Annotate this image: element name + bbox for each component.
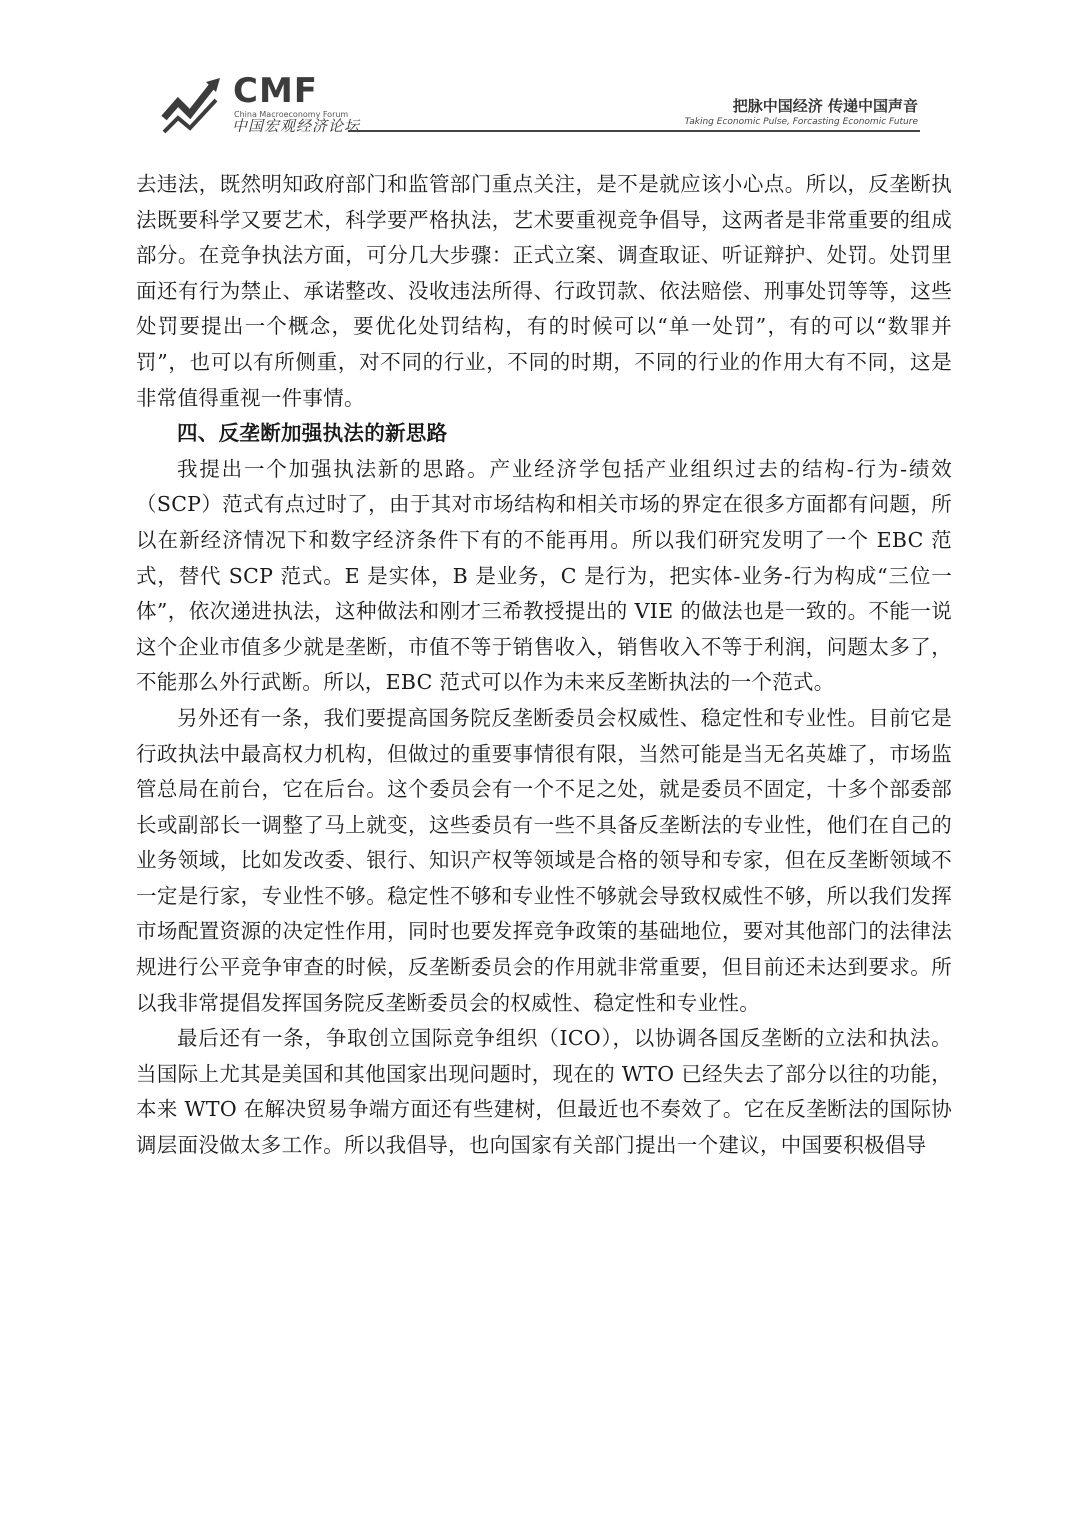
page-header [0, 0, 1080, 150]
logo-text: CMF [233, 71, 319, 111]
header-slogan-english: Taking Economic Pulse, Forcasting Economic Future [684, 117, 918, 127]
logo-subtitle: China Macroeconomy Forum [234, 110, 349, 119]
cmf-logo-icon [160, 74, 226, 136]
logo-chinese-name: 中国宏观经济论坛 [232, 117, 361, 135]
document-body [136, 167, 952, 1164]
paragraph-3: 另外还有一条，我们要提高国务院反垄断委员会权威性、稳定性和专业性。目前它是行政执法中最高权力机构，但做过的重要事情很有限，当然可能是当无名英雄了，市场监管总局在前台，它在后台。这个委员会有一个不足之处，就是委员不固定，十多个部委部长或副部长一调整了马上就变，这些委员有一些不具备反垄断法的专业性，他们在自己的业务领域，比如发改委、银行、知识产权等领域是合格的领导和专家，但在反垄断领域不一定是行家，专业性不够。稳定性不够和专业性不够就会导致权威性不够，所以我们发挥市场配置资源的决定性作用，同时也要发挥竞争政策的基础地位，要对其他部门的法律法规进行公平竞争审查的时候，反垄断委员会的作用就非常重要，但目前还未达到要求。所以我非常提倡发挥国务院反垄断委员会的权威性、稳定性和专业性。 [136, 705, 952, 1015]
paragraph-2: 我提出一个加强执法新的思路。产业经济学包括产业组织过去的结构-行为-绩效（SCP）范式有点过时了，由于其对市场结构和相关市场的界定在很多方面都有问题，所以在新经济情况下和数字经济条件下有的不能再用。所以我们研究发明了一个 EBC 范式，替代 SCP 范式。E 是实体，B 是业务，C 是行为，把实体-业务-行为构成“三位一体”，依次递进执法，这种做法和刚才三希教授提出的 VIE 的做法也是一致的。不能一说这个企业市值多少就是垄断，市值不等于销售收入，销售收入不等于利润，问题太多了，不能那么外行武断。所以，EBC 范式可以作为未来反垄断执法的一个范式。 [136, 456, 952, 695]
header-slogan-chinese: 把脉中国经济 传递中国声音 [732, 97, 918, 115]
header-divider [348, 130, 920, 132]
paragraph-1: 去违法，既然明知政府部门和监管部门重点关注，是不是就应该小心点。所以，反垄断执法既要科学又要艺术，科学要严格执法，艺术要重视竞争倡导，这两者是非常重要的组成部分。在竞争执法方面，可分几大步骤：正式立案、调查取证、听证辩护、处罚。处罚里面还有行为禁止、承诺整改、没收违法所得、行政罚款、依法赔偿、刑事处罚等等，这些处罚要提出一个概念，要优化处罚结构，有的时候可以“单一处罚”，有的可以“数罪并罚”，也可以有所侧重，对不同的行业，不同的时期，不同的行业的作用大有不同，这是非常值得重视一件事情。 [136, 172, 952, 410]
section-heading: 四、反垄断加强执法的新思路 [177, 421, 448, 446]
paragraph-4: 最后还有一条，争取创立国际竞争组织（ICO），以协调各国反垄断的立法和执法。当国际上尤其是美国和其他国家出现问题时，现在的 WTO 已经失去了部分以往的功能，本来 WTO 在解决贸易争端方面还有些建树，但最近也不奏效了。它在反垄断法的国际协调层面没做太多工作。所以我倡导，也向国家有关部门提出一个建议，中国要积极倡导 [136, 1026, 952, 1158]
